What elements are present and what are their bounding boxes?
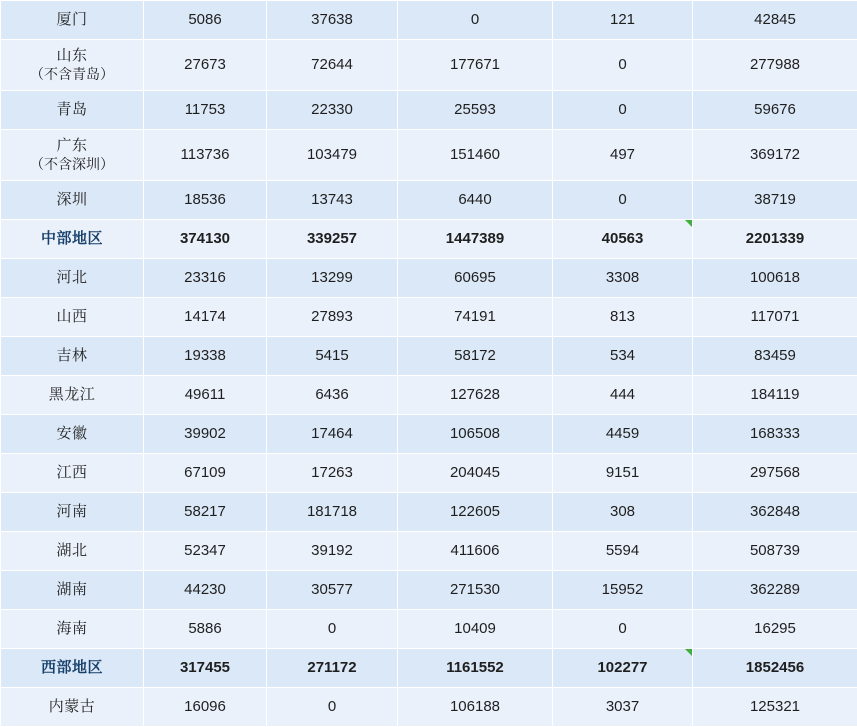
table-cell[interactable]: 297568 (693, 454, 857, 493)
table-cell[interactable]: 374130 (144, 220, 267, 259)
table-cell[interactable]: 44230 (144, 571, 267, 610)
table-cell[interactable]: 17464 (267, 415, 398, 454)
table-cell[interactable]: 184119 (693, 376, 857, 415)
table-cell[interactable]: 204045 (398, 454, 553, 493)
table-row (1, 376, 857, 415)
table-cell[interactable]: 49611 (144, 376, 267, 415)
table-cell[interactable]: 30577 (267, 571, 398, 610)
table-cell[interactable]: 0 (553, 181, 693, 220)
table-body (1, 1, 857, 727)
row-label-sublabel: （不含青岛） (5, 66, 139, 84)
row-label-cell[interactable]: 吉林 (1, 337, 144, 376)
table-row (1, 454, 857, 493)
table-row (1, 337, 857, 376)
table-row (1, 40, 857, 91)
table-cell[interactable]: 125321 (693, 688, 857, 727)
table-cell[interactable]: 40563 (553, 220, 693, 259)
table-cell[interactable]: 59676 (693, 91, 857, 130)
table-cell[interactable]: 106188 (398, 688, 553, 727)
table-cell[interactable]: 72644 (267, 40, 398, 91)
row-label-cell[interactable]: 黑龙江 (1, 376, 144, 415)
table-cell[interactable]: 58172 (398, 337, 553, 376)
row-label-cell[interactable]: 山东 （不含青岛） (1, 40, 144, 91)
table-cell[interactable]: 168333 (693, 415, 857, 454)
table-cell[interactable]: 52347 (144, 532, 267, 571)
table-row (1, 649, 857, 688)
table-cell[interactable]: 508739 (693, 532, 857, 571)
table-cell[interactable]: 14174 (144, 298, 267, 337)
row-label-cell[interactable]: 西部地区 (1, 649, 144, 688)
table-cell[interactable]: 38719 (693, 181, 857, 220)
row-label-cell[interactable]: 河北 (1, 259, 144, 298)
table-row (1, 571, 857, 610)
table-cell[interactable]: 15952 (553, 571, 693, 610)
table-cell[interactable]: 122605 (398, 493, 553, 532)
table-cell[interactable]: 83459 (693, 337, 857, 376)
row-label-cell[interactable]: 内蒙古 (1, 688, 144, 727)
row-label-cell[interactable]: 中部地区 (1, 220, 144, 259)
table-cell[interactable]: 271172 (267, 649, 398, 688)
table-cell[interactable]: 67109 (144, 454, 267, 493)
table-cell[interactable]: 0 (267, 610, 398, 649)
table-cell[interactable]: 151460 (398, 130, 553, 181)
table-cell[interactable]: 5086 (144, 1, 267, 40)
table-cell[interactable]: 444 (553, 376, 693, 415)
table-cell[interactable]: 339257 (267, 220, 398, 259)
table-cell[interactable]: 42845 (693, 1, 857, 40)
table-cell[interactable]: 6436 (267, 376, 398, 415)
table-cell[interactable]: 813 (553, 298, 693, 337)
table-cell[interactable]: 177671 (398, 40, 553, 91)
table-cell[interactable]: 102277 (553, 649, 693, 688)
table-row (1, 91, 857, 130)
table-cell[interactable]: 23316 (144, 259, 267, 298)
table-cell[interactable]: 4459 (553, 415, 693, 454)
table-cell[interactable]: 271530 (398, 571, 553, 610)
row-label-cell[interactable]: 厦门 (1, 1, 144, 40)
table-cell[interactable]: 16096 (144, 688, 267, 727)
table-row (1, 415, 857, 454)
table-row (1, 493, 857, 532)
table-cell[interactable]: 106508 (398, 415, 553, 454)
table-cell[interactable]: 37638 (267, 1, 398, 40)
table-cell[interactable]: 2201339 (693, 220, 857, 259)
table-cell[interactable]: 25593 (398, 91, 553, 130)
table-cell[interactable]: 308 (553, 493, 693, 532)
table-cell[interactable]: 6440 (398, 181, 553, 220)
table-cell[interactable]: 74191 (398, 298, 553, 337)
table-cell[interactable]: 0 (553, 40, 693, 91)
table-cell[interactable]: 0 (553, 91, 693, 130)
table-row (1, 298, 857, 337)
row-label-cell[interactable]: 广东 （不含深圳） (1, 130, 144, 181)
table-cell[interactable]: 18536 (144, 181, 267, 220)
table-cell[interactable]: 100618 (693, 259, 857, 298)
row-label-cell[interactable]: 深圳 (1, 181, 144, 220)
table-cell[interactable]: 0 (553, 610, 693, 649)
table-cell[interactable]: 411606 (398, 532, 553, 571)
table-cell[interactable]: 58217 (144, 493, 267, 532)
table-cell[interactable]: 22330 (267, 91, 398, 130)
table-cell[interactable]: 117071 (693, 298, 857, 337)
table-cell[interactable]: 534 (553, 337, 693, 376)
table-cell[interactable]: 60695 (398, 259, 553, 298)
table-row (1, 610, 857, 649)
table-cell[interactable]: 27893 (267, 298, 398, 337)
table-cell[interactable]: 1447389 (398, 220, 553, 259)
table-cell[interactable]: 0 (267, 688, 398, 727)
row-label-cell[interactable]: 安徽 (1, 415, 144, 454)
table-row (1, 130, 857, 181)
table-cell[interactable]: 3037 (553, 688, 693, 727)
table-cell[interactable]: 181718 (267, 493, 398, 532)
table-cell[interactable]: 362289 (693, 571, 857, 610)
row-label-cell[interactable]: 山西 (1, 298, 144, 337)
table-cell[interactable]: 369172 (693, 130, 857, 181)
table-row (1, 1, 857, 40)
table-row (1, 181, 857, 220)
table-cell[interactable]: 277988 (693, 40, 857, 91)
table-row (1, 220, 857, 259)
table-cell[interactable]: 27673 (144, 40, 267, 91)
table-cell[interactable]: 13743 (267, 181, 398, 220)
row-label-cell[interactable]: 湖南 (1, 571, 144, 610)
table-cell[interactable]: 19338 (144, 337, 267, 376)
table-cell[interactable]: 16295 (693, 610, 857, 649)
table-cell[interactable]: 13299 (267, 259, 398, 298)
table-cell[interactable]: 17263 (267, 454, 398, 493)
table-cell[interactable]: 0 (398, 1, 553, 40)
table-cell[interactable]: 11753 (144, 91, 267, 130)
table-cell[interactable]: 1161552 (398, 649, 553, 688)
table-cell[interactable]: 497 (553, 130, 693, 181)
table-cell[interactable]: 362848 (693, 493, 857, 532)
table-row (1, 688, 857, 727)
table-cell[interactable]: 5886 (144, 610, 267, 649)
table-cell[interactable]: 127628 (398, 376, 553, 415)
table-cell[interactable]: 1852456 (693, 649, 857, 688)
table-cell[interactable]: 39192 (267, 532, 398, 571)
table-cell[interactable]: 121 (553, 1, 693, 40)
table-cell[interactable]: 5415 (267, 337, 398, 376)
table-cell[interactable]: 10409 (398, 610, 553, 649)
table-row (1, 532, 857, 571)
table-row (1, 259, 857, 298)
row-label-sublabel: （不含深圳） (5, 156, 139, 174)
row-label-cell[interactable]: 湖北 (1, 532, 144, 571)
row-label-cell[interactable]: 江西 (1, 454, 144, 493)
table-cell[interactable]: 103479 (267, 130, 398, 181)
table-cell[interactable]: 3308 (553, 259, 693, 298)
table-cell[interactable]: 9151 (553, 454, 693, 493)
table-cell[interactable]: 5594 (553, 532, 693, 571)
row-label-cell[interactable]: 河南 (1, 493, 144, 532)
table-cell[interactable]: 113736 (144, 130, 267, 181)
row-label-cell[interactable]: 海南 (1, 610, 144, 649)
row-label-cell[interactable]: 青岛 (1, 91, 144, 130)
table-cell[interactable]: 39902 (144, 415, 267, 454)
table-cell[interactable]: 317455 (144, 649, 267, 688)
